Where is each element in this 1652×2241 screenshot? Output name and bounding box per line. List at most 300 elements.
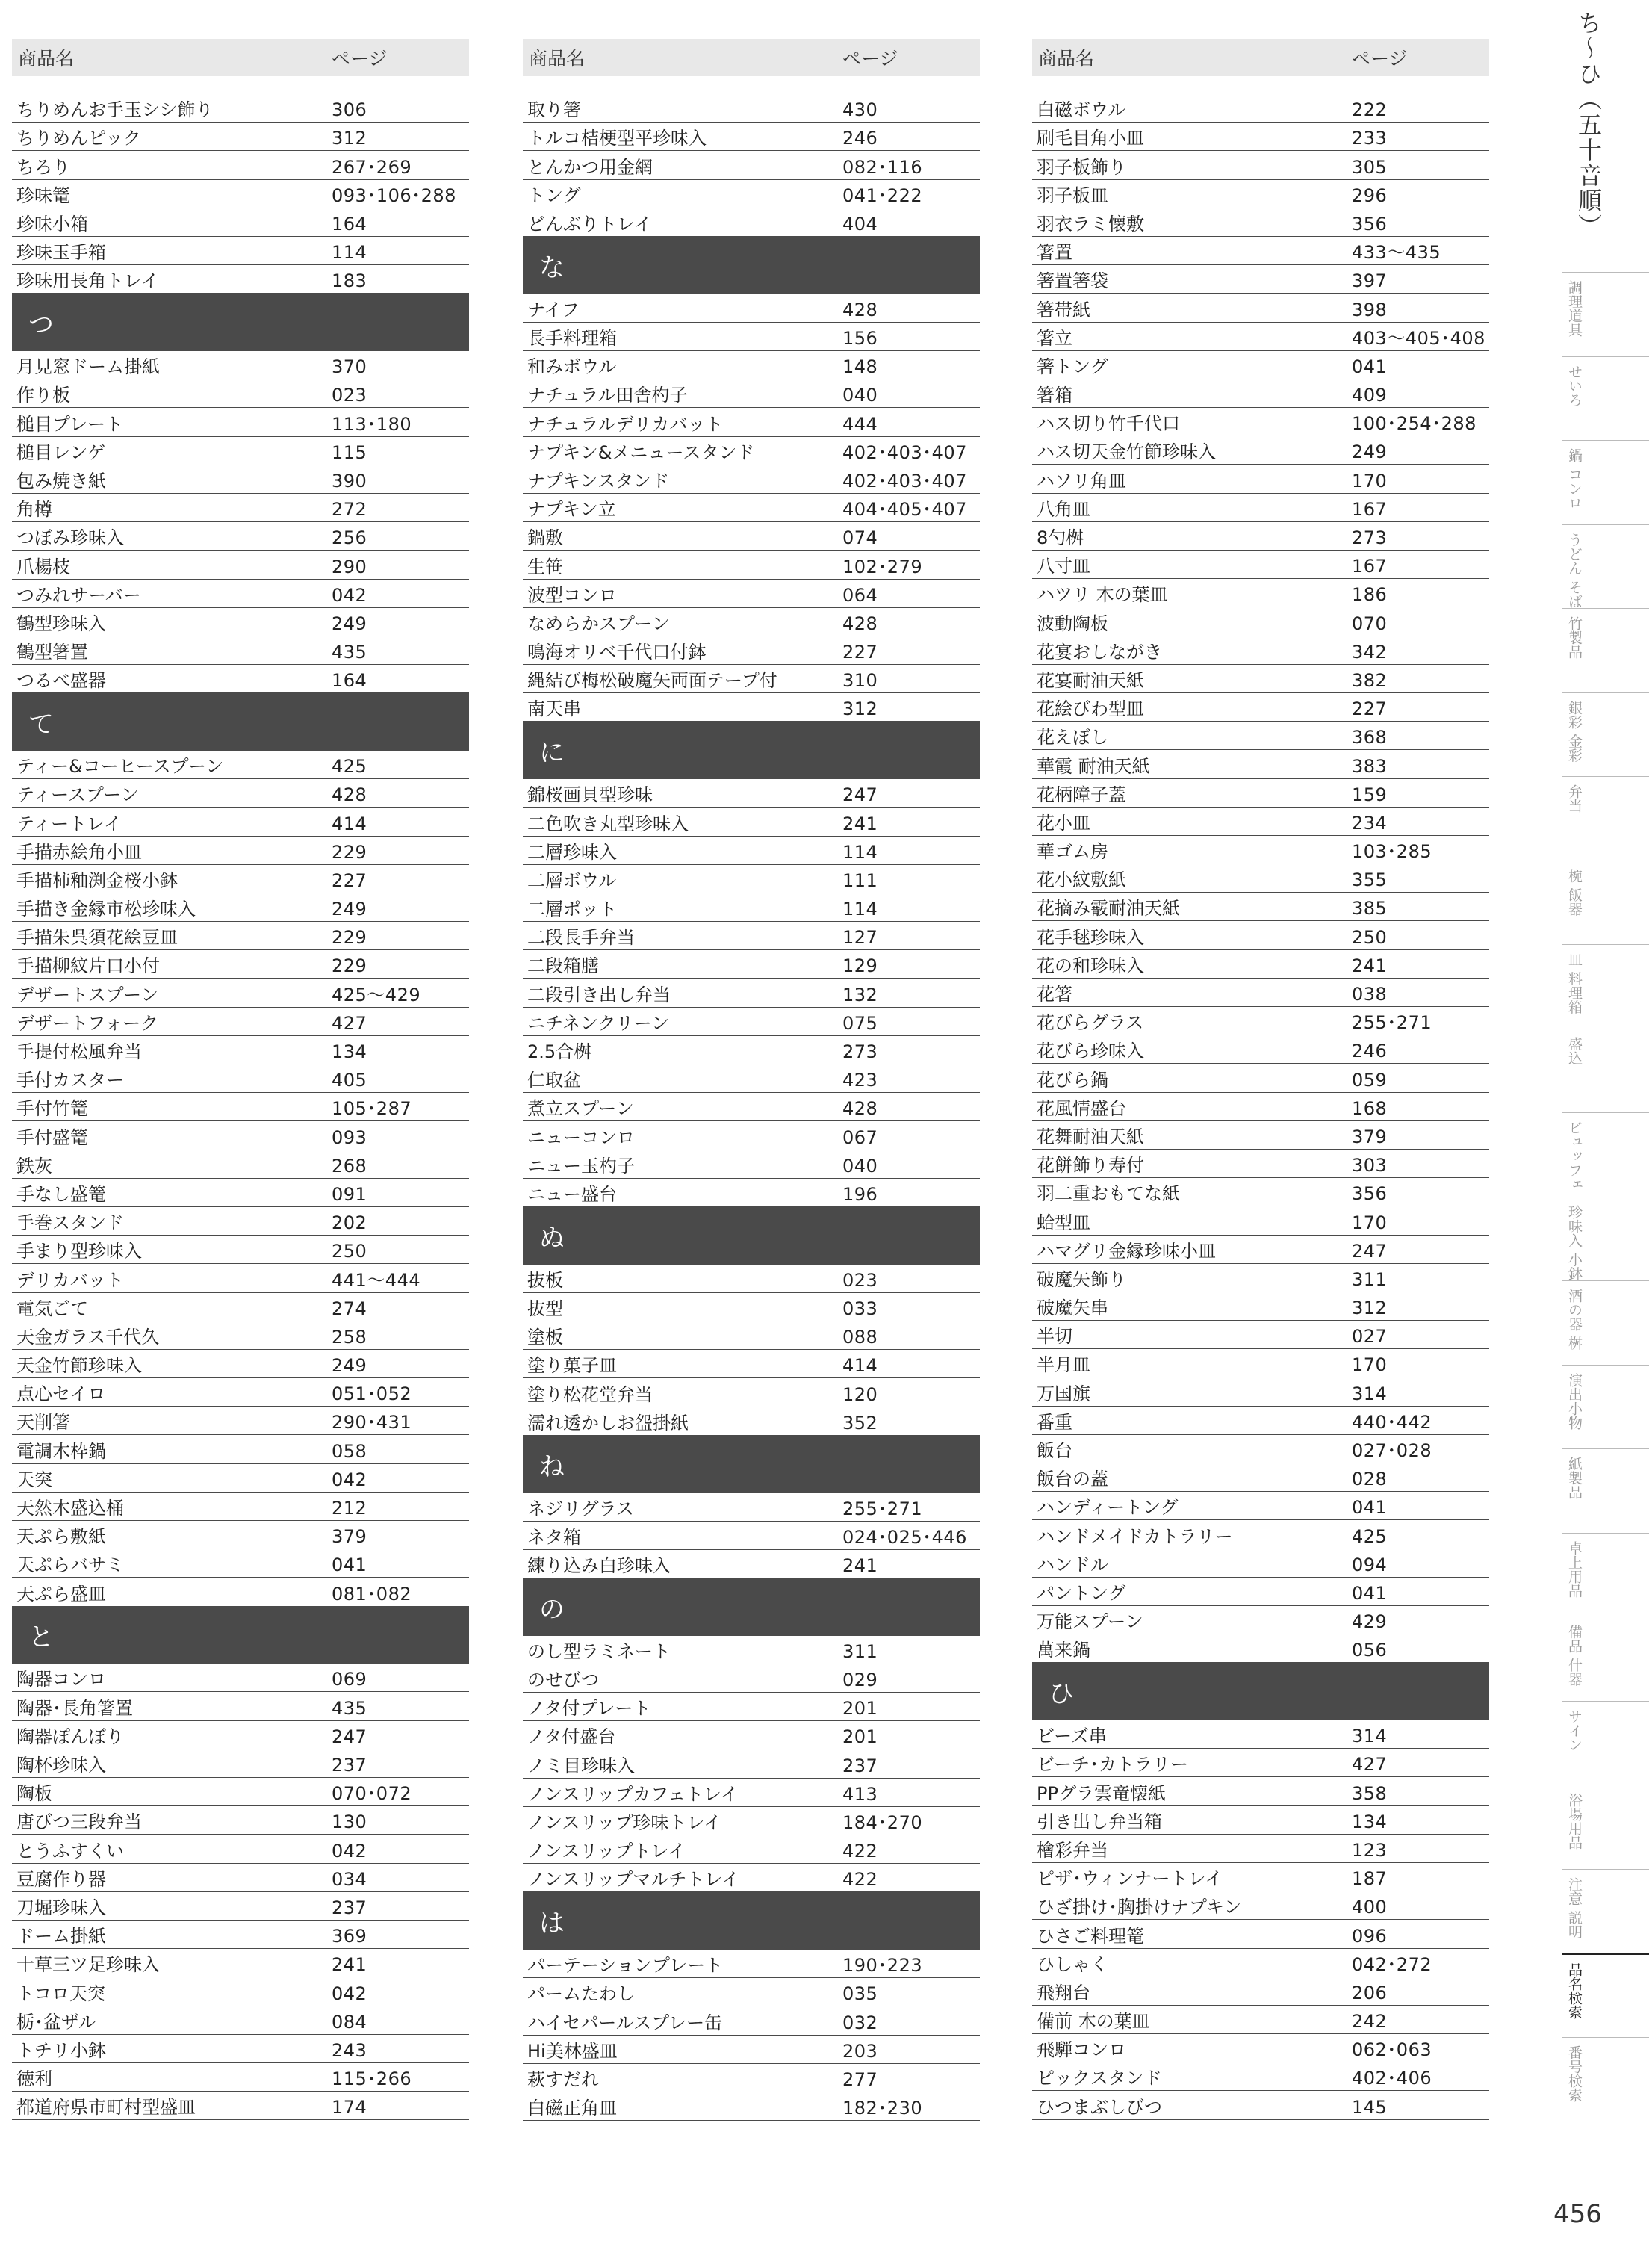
page-ref: 062･063 — [1352, 2039, 1432, 2061]
index-row — [1032, 351, 1489, 379]
index-row — [523, 808, 980, 836]
index-row — [1032, 494, 1489, 522]
index-row — [523, 2036, 980, 2064]
index-row — [1032, 1377, 1489, 1406]
product-name: 天金竹節珍味入 — [16, 1355, 142, 1377]
product-name: 萩すだれ — [527, 2069, 599, 2090]
index-row — [1032, 123, 1489, 151]
index-row — [1032, 265, 1489, 294]
index-row — [12, 1835, 469, 1863]
product-name: 爪楊枝 — [16, 556, 70, 577]
index-row — [523, 950, 980, 979]
category-tab[interactable] — [1562, 1112, 1649, 1197]
page-ref: 082･116 — [842, 156, 923, 178]
index-row — [523, 1407, 980, 1436]
index-row — [1032, 808, 1489, 836]
category-tab[interactable] — [1562, 861, 1649, 945]
product-name: トング — [527, 185, 581, 206]
product-name: デリカバット — [16, 1269, 124, 1291]
product-name: 花えぼし — [1037, 727, 1108, 748]
index-row — [1032, 2006, 1489, 2034]
page-ref: 040 — [842, 1155, 878, 1177]
index-row — [523, 1293, 980, 1321]
product-name: 箸トング — [1037, 356, 1108, 377]
product-name: 南天串 — [527, 698, 581, 720]
category-tab[interactable] — [1562, 944, 1649, 1029]
product-name: とんかつ用金網 — [527, 156, 653, 178]
index-row — [1032, 1064, 1489, 1092]
index-row — [523, 294, 980, 323]
page-ref: 255･271 — [842, 1498, 923, 1519]
index-row — [523, 1350, 980, 1378]
product-name: ひざ掛け･胸掛けナプキン — [1037, 1897, 1242, 1918]
index-row — [1032, 1236, 1489, 1264]
category-tab-label: 紙製品 — [1566, 1457, 1583, 1499]
page-ref: 277 — [842, 2069, 878, 2090]
page-ref: 428 — [332, 784, 367, 806]
product-name: 都道府県市町村型盛皿 — [16, 2097, 196, 2118]
category-tab[interactable] — [1562, 1029, 1649, 1113]
page-ref: 414 — [842, 1355, 878, 1377]
index-row — [12, 865, 469, 893]
product-name: ちりめんピック — [16, 128, 142, 149]
page-ref: 174 — [332, 2097, 367, 2118]
index-row — [1032, 379, 1489, 408]
product-name: 白磁正角皿 — [527, 2098, 617, 2119]
index-row — [523, 551, 980, 579]
product-name: ナプキン&メニュースタンド — [527, 441, 755, 463]
product-name: 二層珍味入 — [527, 841, 617, 863]
index-row — [1032, 1891, 1489, 1920]
index-row — [1032, 1093, 1489, 1121]
category-tab-label: 浴場用品 — [1566, 1793, 1583, 1850]
product-name: 花舞耐油天紙 — [1037, 1126, 1144, 1147]
page-ref: 041 — [332, 1555, 367, 1576]
page-ref: 113･180 — [332, 413, 412, 435]
index-row — [12, 522, 469, 551]
index-row — [523, 123, 980, 151]
index-row — [1032, 94, 1489, 123]
page-ref: 202 — [332, 1212, 367, 1234]
index-row — [12, 2092, 469, 2120]
index-row — [12, 265, 469, 294]
product-name: 徳利 — [16, 2068, 52, 2090]
kana-section-header: の — [523, 1578, 980, 1636]
product-name: 二層ポット — [527, 899, 617, 920]
product-name: 手巻スタンド — [16, 1212, 124, 1234]
index-row — [12, 1493, 469, 1521]
product-name: 長手料理箱 — [527, 328, 617, 349]
page-ref: 123 — [1352, 1839, 1388, 1861]
product-name: 錦桜画貝型珍味 — [527, 784, 653, 806]
product-name: トチリ小鉢 — [16, 2039, 106, 2061]
column-header — [12, 39, 469, 76]
category-tab[interactable] — [1562, 1953, 1649, 2037]
page-ref: 042 — [332, 1840, 367, 1862]
page-ref: 237 — [332, 1755, 367, 1776]
product-name: 電調木枠鍋 — [16, 1440, 106, 1462]
product-name: 二層ボウル — [527, 870, 617, 891]
product-name: 万能スプーン — [1037, 1611, 1143, 1633]
page-ref: 190･223 — [842, 1955, 923, 1977]
index-row — [12, 1464, 469, 1493]
page-ref: 196 — [842, 1183, 878, 1205]
product-name: 花宴おしながき — [1037, 641, 1162, 663]
index-row — [12, 1549, 469, 1578]
page-ref: 423 — [842, 1070, 878, 1091]
page-ref: 145 — [1352, 2096, 1388, 2118]
category-tab[interactable] — [1562, 1197, 1649, 1281]
product-name: 花箸 — [1037, 984, 1072, 1005]
page-ref: 067 — [842, 1126, 878, 1148]
category-tab[interactable] — [1562, 524, 1649, 609]
page-ref: 404･405･407 — [842, 499, 967, 521]
page-ref: 428 — [842, 1098, 878, 1120]
page-ref: 413 — [842, 1783, 878, 1805]
page-ref: 028 — [1352, 1469, 1388, 1490]
index-row — [12, 1207, 469, 1236]
product-name: 半月皿 — [1037, 1354, 1090, 1376]
category-tab[interactable] — [1562, 1617, 1649, 1701]
index-row — [12, 979, 469, 1007]
index-row — [12, 1008, 469, 1036]
page-ref: 274 — [332, 1298, 367, 1319]
category-tab[interactable] — [1562, 1785, 1649, 1869]
product-name: 手まり型珍味入 — [16, 1241, 142, 1262]
page-ref: 425 — [332, 756, 367, 778]
kana-section-header: つ — [12, 294, 469, 351]
page-ref: 027･028 — [1352, 1440, 1432, 1461]
product-name: 飯台 — [1037, 1440, 1072, 1461]
index-row — [1032, 979, 1489, 1007]
page-ref: 038 — [1352, 984, 1388, 1005]
product-name: 飯台の蓋 — [1037, 1469, 1108, 1490]
category-tab[interactable] — [1562, 440, 1649, 524]
index-row — [1032, 2062, 1489, 2091]
index-row — [523, 1835, 980, 1864]
page-ref: 385 — [1352, 898, 1388, 920]
category-tab[interactable] — [1562, 608, 1649, 692]
product-name: 8勺桝 — [1037, 527, 1084, 548]
category-tab-label: 備品 什器 — [1566, 1625, 1583, 1687]
product-name: 二段箱膳 — [527, 955, 599, 977]
page-ref: 273 — [842, 1041, 878, 1062]
page-ref: 310 — [842, 670, 878, 692]
index-row — [1032, 551, 1489, 579]
index-row — [12, 1721, 469, 1749]
index-row — [1032, 1606, 1489, 1634]
product-name: ビーチ･カトラリー — [1037, 1754, 1189, 1776]
product-name: 手付竹篭 — [16, 1098, 88, 1120]
product-name: ノタ付プレート — [527, 1698, 651, 1720]
index-row — [523, 837, 980, 865]
page-ref: 134 — [332, 1041, 367, 1062]
product-name: 羽二重おもてな紙 — [1037, 1183, 1180, 1205]
index-row — [523, 351, 980, 379]
category-tab[interactable] — [1562, 692, 1649, 777]
index-row — [1032, 1435, 1489, 1463]
index-row — [1032, 636, 1489, 665]
product-name: 陶杯珍味入 — [16, 1755, 106, 1776]
index-column-1 — [12, 39, 469, 2120]
index-row — [1032, 1264, 1489, 1292]
index-row — [12, 180, 469, 208]
index-row — [523, 94, 980, 123]
product-name: 手描朱呉須花絵豆皿 — [16, 927, 178, 949]
product-name: 羽衣ラミ懐敷 — [1037, 213, 1144, 235]
category-tab[interactable] — [1562, 776, 1649, 861]
index-row — [1032, 693, 1489, 722]
index-row — [1032, 1720, 1489, 1749]
product-name: 手提付松風弁当 — [16, 1041, 142, 1062]
page-ref: 096 — [1352, 1925, 1388, 1947]
header-page-label: ページ — [332, 48, 388, 69]
index-row — [523, 1522, 980, 1550]
page-ref: 409 — [1352, 385, 1388, 406]
page-ref: 296 — [1352, 185, 1388, 206]
product-name: ひさご料理篭 — [1037, 1925, 1144, 1947]
page-ref: 041 — [1352, 356, 1388, 377]
product-name: 作り板 — [16, 385, 70, 406]
page-ref: 186 — [1352, 584, 1388, 606]
index-row — [12, 465, 469, 494]
index-row — [1032, 1806, 1489, 1835]
page-ref: 035 — [842, 1983, 878, 2005]
category-tab[interactable] — [1562, 1365, 1649, 1449]
page-ref: 241 — [842, 813, 878, 834]
index-row — [1032, 1920, 1489, 1948]
product-name: 珍味篭 — [16, 185, 70, 206]
product-name: 引き出し弁当箱 — [1037, 1811, 1162, 1832]
page-ref: 429 — [1352, 1611, 1388, 1633]
index-row — [12, 1692, 469, 1720]
product-name: 花風情盛台 — [1037, 1097, 1126, 1119]
page-ref: 441〜444 — [332, 1269, 421, 1291]
page-ref: 379 — [1352, 1126, 1388, 1147]
product-name: つるべ盛器 — [16, 670, 106, 692]
product-name: 羽子板皿 — [1037, 185, 1108, 206]
page-ref: 111 — [842, 870, 878, 891]
category-tab[interactable] — [1562, 1280, 1649, 1365]
index-row — [12, 1521, 469, 1549]
index-row — [1032, 665, 1489, 693]
index-row — [523, 1064, 980, 1093]
index-row — [1032, 1863, 1489, 1891]
page-ref: 132 — [842, 984, 878, 1005]
page-ref: 303 — [1352, 1155, 1388, 1177]
index-row — [12, 437, 469, 465]
page-ref: 102･279 — [842, 556, 923, 577]
kana-section-header: に — [523, 722, 980, 779]
page-ref: 033 — [842, 1298, 878, 1319]
index-row — [1032, 1520, 1489, 1549]
product-name: 手付カスター — [16, 1070, 124, 1091]
product-name: 二色吹き丸型珍味入 — [527, 813, 689, 834]
product-name: 陶器･長角箸置 — [16, 1697, 133, 1719]
page-ref: 256 — [332, 527, 367, 549]
product-name: 点心セイロ — [16, 1383, 106, 1405]
index-row — [12, 123, 469, 151]
page-ref: 032 — [842, 2012, 878, 2033]
page-ref: 227 — [332, 870, 367, 891]
page-ref: 093 — [332, 1126, 367, 1148]
index-row — [12, 636, 469, 665]
product-name: PPグラ雲竜懐紙 — [1037, 1782, 1166, 1804]
index-row — [1032, 893, 1489, 921]
kana-section-header: て — [12, 693, 469, 751]
product-name: ピザ･ウィンナートレイ — [1037, 1868, 1223, 1890]
index-row — [523, 2006, 980, 2035]
index-row — [1032, 836, 1489, 864]
page-ref: 402･403･407 — [842, 470, 967, 492]
index-row — [1032, 180, 1489, 208]
index-row — [523, 465, 980, 494]
page-ref: 127 — [842, 927, 878, 949]
index-row — [1032, 208, 1489, 237]
category-tab[interactable] — [1562, 2037, 1649, 2121]
product-name: ノンスリップカフェトレイ — [527, 1783, 739, 1805]
product-name: 箸置箸袋 — [1037, 270, 1108, 292]
index-row — [1032, 1150, 1489, 1178]
page-number: 456 — [1553, 2199, 1602, 2229]
kana-section-header: ぬ — [523, 1207, 980, 1265]
product-name: 刀堀珍味入 — [16, 1897, 106, 1918]
page-ref: 229 — [332, 841, 367, 863]
page-ref: 129 — [842, 955, 878, 977]
product-name: ハマグリ金縁珍味小皿 — [1037, 1240, 1216, 1262]
product-name: 飛翔台 — [1037, 1982, 1090, 2003]
product-name: 破魔矢串 — [1037, 1298, 1108, 1319]
category-tab-label: 竹製品 — [1566, 616, 1583, 659]
page-ref: 070 — [1352, 613, 1388, 634]
page-ref: 425 — [1352, 1525, 1388, 1547]
product-name: ナプキンスタンド — [527, 470, 670, 492]
page-ref: 402･406 — [1352, 2068, 1432, 2089]
page-ref: 314 — [1352, 1726, 1388, 1747]
index-row — [12, 1236, 469, 1264]
product-name: 唐びつ三段弁当 — [16, 1811, 142, 1833]
page-ref: 042 — [332, 584, 367, 606]
product-name: 花摘み霰耐油天紙 — [1037, 898, 1180, 920]
product-name: 破魔矢飾り — [1037, 1268, 1126, 1290]
page-ref: 059 — [1352, 1069, 1388, 1091]
index-row — [12, 922, 469, 950]
index-row — [523, 408, 980, 436]
category-tab-label: 鍋 コンロ — [1566, 448, 1583, 510]
category-tab[interactable] — [1562, 1533, 1649, 1617]
product-name: 花小紋敷紙 — [1037, 870, 1126, 891]
product-name: 波型コンロ — [527, 584, 617, 606]
page-ref: 272 — [332, 499, 367, 521]
category-tab[interactable] — [1562, 356, 1649, 441]
page-ref: 398 — [1352, 299, 1388, 320]
index-row — [523, 865, 980, 893]
page-ref: 428 — [842, 299, 878, 320]
header-page-label: ページ — [1352, 48, 1408, 69]
page-ref: 249 — [1352, 441, 1388, 463]
product-name: 抜型 — [527, 1298, 563, 1319]
product-name: ナイフ — [527, 299, 580, 320]
product-name: 八寸皿 — [1037, 556, 1090, 577]
page-ref: 120 — [842, 1383, 878, 1405]
page-ref: 234 — [1352, 812, 1388, 834]
product-name: 檜彩弁当 — [1037, 1839, 1108, 1861]
page-ref: 084 — [332, 2011, 367, 2033]
page-ref: 383 — [1352, 755, 1388, 777]
product-name: 天ぷら敷紙 — [16, 1526, 106, 1548]
page-ref: 115 — [332, 441, 367, 463]
product-name: のせびつ — [527, 1670, 599, 1691]
page-ref: 024･025･446 — [842, 1526, 967, 1548]
category-tab[interactable] — [1562, 272, 1649, 356]
index-row — [523, 1749, 980, 1778]
category-tab-label: 番号検索 — [1566, 2045, 1583, 2102]
product-name: ティースプーン — [16, 784, 139, 806]
category-tab[interactable] — [1562, 1448, 1649, 1533]
index-row — [523, 1008, 980, 1036]
page-ref: 229 — [332, 955, 367, 977]
page-ref: 427 — [1352, 1754, 1388, 1776]
index-row — [523, 208, 980, 237]
page-ref: 184･270 — [842, 1812, 923, 1833]
page-ref: 250 — [1352, 926, 1388, 948]
page-ref: 041 — [1352, 1497, 1388, 1519]
page-ref: 156 — [842, 328, 878, 349]
product-name: どんぶりトレイ — [527, 213, 652, 235]
index-row — [1032, 2034, 1489, 2062]
product-name: ティー&コーヒースプーン — [16, 756, 224, 778]
page-ref: 233 — [1352, 128, 1388, 149]
page-ref: 114 — [842, 899, 878, 920]
index-row — [12, 1892, 469, 1921]
index-row — [12, 1407, 469, 1435]
index-row — [12, 1121, 469, 1150]
index-row — [523, 1321, 980, 1350]
index-row — [1032, 779, 1489, 808]
product-name: 和みボウル — [527, 356, 617, 378]
category-tab[interactable] — [1562, 1701, 1649, 1785]
index-row — [12, 837, 469, 865]
page-ref: 023 — [332, 385, 367, 406]
index-row — [12, 580, 469, 608]
product-name: 槌目プレート — [16, 413, 124, 435]
page-ref: 041･222 — [842, 185, 923, 206]
product-name: 包み焼き紙 — [16, 470, 106, 492]
product-name: ちりめんお手玉シシ飾り — [16, 99, 214, 121]
page-ref: 183 — [332, 270, 367, 292]
product-name: 珍味用長角トレイ — [16, 270, 159, 292]
product-name: 天金ガラス千代久 — [16, 1326, 160, 1348]
product-name: ニューコンロ — [527, 1126, 635, 1148]
product-name: 華霞 耐油天紙 — [1037, 755, 1150, 777]
product-name: 箸箱 — [1037, 385, 1072, 406]
index-row — [12, 1293, 469, 1321]
product-name: トルコ桔梗型平珍味入 — [527, 128, 707, 149]
index-row — [523, 1179, 980, 1207]
product-name: 飛騨コンロ — [1037, 2039, 1126, 2061]
page-ref: 042 — [332, 1469, 367, 1490]
product-name: 花手毬珍味入 — [1037, 926, 1144, 948]
category-tab-label: 演出小物 — [1566, 1372, 1583, 1430]
page-ref: 088 — [842, 1327, 878, 1348]
page-ref: 206 — [1352, 1982, 1388, 2003]
product-name: 取り箸 — [527, 99, 581, 121]
page-ref: 074 — [842, 527, 878, 549]
index-row — [12, 1179, 469, 1207]
category-tab[interactable] — [1562, 1869, 1649, 1953]
page-ref: 241 — [842, 1555, 878, 1576]
index-row — [523, 379, 980, 408]
